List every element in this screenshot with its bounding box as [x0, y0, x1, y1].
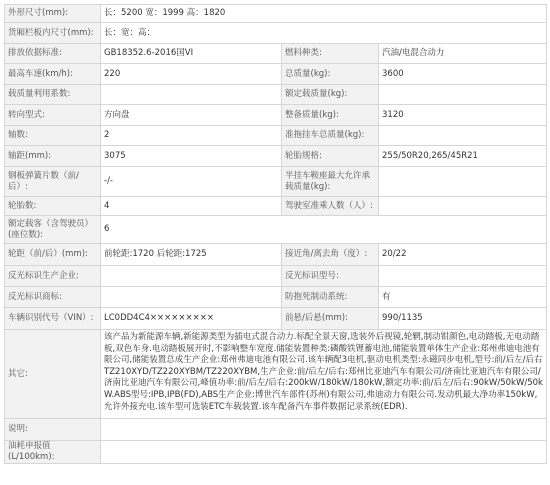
value-max-speed: 220	[101, 64, 282, 85]
table-row	[5, 197, 547, 216]
value-fifth-wheel-load	[379, 167, 547, 197]
label-abs: 防抱死制动系统:	[282, 287, 379, 308]
table-row	[5, 216, 547, 244]
value-gross-mass: 3600	[379, 64, 547, 85]
table-row	[5, 441, 547, 464]
label-trailer-mass: 准拖挂车总质量(kg):	[282, 126, 379, 146]
value-reflector-model	[379, 266, 547, 287]
value-load-utilization	[101, 85, 282, 105]
label-vin: 车辆识别代号（VIN）:	[5, 308, 101, 330]
label-track-width: 轮距（前/后）(mm):	[5, 244, 101, 266]
label-emission-standard: 排放依据标准:	[5, 44, 101, 64]
label-load-utilization: 载质量利用系数:	[5, 85, 101, 105]
value-track-width: 前轮距:1720 后轮距:1725	[101, 244, 282, 266]
label-curb-mass: 整备质量(kg):	[282, 105, 379, 126]
label-cargo-box-dimensions: 货厢栏板内尺寸(mm):	[5, 23, 101, 44]
value-wheelbase: 3075	[101, 146, 282, 167]
label-reflector-brand: 反光标识商标:	[5, 287, 101, 308]
value-overhang: 990/1135	[379, 308, 547, 330]
value-tire-spec: 255/50R20,265/45R21	[379, 146, 547, 167]
label-rated-load-mass: 额定载质量(kg):	[282, 85, 379, 105]
table-row	[5, 85, 547, 105]
value-remarks	[101, 419, 547, 441]
table-row	[5, 419, 547, 441]
label-reflector-model: 反光标识型号:	[282, 266, 379, 287]
table-row	[5, 44, 547, 64]
label-wheelbase: 轴距(mm):	[5, 146, 101, 167]
label-other: 其它:	[5, 330, 101, 419]
value-curb-mass: 3120	[379, 105, 547, 126]
label-max-speed: 最高车速(km/h):	[5, 64, 101, 85]
value-reflector-brand	[101, 287, 282, 308]
value-fuel-type: 汽油/电混合动力	[379, 44, 547, 64]
label-reflector-maker: 反光标识生产企业:	[5, 266, 101, 287]
value-approach-departure-angle: 20/22	[379, 244, 547, 266]
table-row	[5, 308, 547, 330]
label-remarks: 说明:	[5, 419, 101, 441]
label-rated-passengers: 额定载客（含驾驶员）(座位数):	[5, 216, 101, 244]
table-row	[5, 330, 547, 419]
value-emission-standard: GB18352.6-2016国VI	[101, 44, 282, 64]
value-axle-count: 2	[101, 126, 282, 146]
value-tire-count: 4	[101, 197, 282, 216]
label-fifth-wheel-load: 半挂车鞍座最大允许承载质量(kg):	[282, 167, 379, 197]
label-cab-occupants: 驾驶室准乘人数（人）:	[282, 197, 379, 216]
value-abs: 有	[379, 287, 547, 308]
table-row	[5, 5, 547, 23]
table-row	[5, 105, 547, 126]
label-dimensions: 外形尺寸(mm):	[5, 5, 101, 23]
label-fuel-type: 燃料种类:	[282, 44, 379, 64]
table-row	[5, 287, 547, 308]
value-vin: LC0DD4C4×××××××××	[101, 308, 282, 330]
table-row	[5, 167, 547, 197]
label-steering-type: 转向型式:	[5, 105, 101, 126]
value-cargo-box-dimensions: 长：宽：高：	[101, 23, 547, 44]
label-gross-mass: 总质量(kg):	[282, 64, 379, 85]
value-dimensions: 长：5200 宽：1999 高：1820	[101, 5, 547, 23]
table-row	[5, 126, 547, 146]
table-row	[5, 244, 547, 266]
table-row	[5, 64, 547, 85]
value-rated-passengers: 6	[101, 216, 547, 244]
value-steering-type: 方向盘	[101, 105, 282, 126]
value-rated-load-mass	[379, 85, 547, 105]
value-leaf-springs: -/-	[101, 167, 282, 197]
label-leaf-springs: 钢板弹簧片数（前/后）:	[5, 167, 101, 197]
label-fuel-consumption: 油耗申报值(L/100km):	[5, 441, 101, 464]
label-tire-spec: 轮胎规格:	[282, 146, 379, 167]
value-cab-occupants	[379, 197, 547, 216]
table-row	[5, 146, 547, 167]
value-trailer-mass	[379, 126, 547, 146]
value-reflector-maker	[101, 266, 282, 287]
label-axle-count: 轴数:	[5, 126, 101, 146]
spec-table	[4, 4, 547, 464]
label-overhang: 前悬/后悬(mm):	[282, 308, 379, 330]
value-fuel-consumption	[101, 441, 547, 464]
value-other-notes: 该产品为新能源车辆,新能源类型为插电式混合动力.标配全景天窗,选装外后视镜,轮辋,制动钳颜色,电动踏板,无电动踏板,双色车身.电动踏板展开时,不影响整车宽度.储能装置种类:磷酸铁锂蓄电池,储能装置单体生产企业:郑州弗迪电池有限公司,储能装置总成生产企业:郑州弗迪电池有限公司.该车辆配3电机,驱动电机类型:永磁同步电机,型号:前/后左/后右TZ210XYD/TZ220XYBM/TZ220XYBM,生产企业:前/后左/后右:郑州比亚迪汽车有限公司/济南比亚迪汽车有限公司/济南比亚迪汽车有限公司,峰值功率:前/后左/后右:200kW/180kW/180kW,额定功率:前/后左/后右:90kW/50kW/50kW.ABS型号:IPB,IPB(FD),ABS生产企业:博世汽车部件(苏州)有限公司,弗迪动力有限公司.发动机最大净功率150kW,允许外接充电.该车型可选装ETC车载装置.该车配备汽车事件数据记录系统(EDR).	[101, 330, 547, 419]
label-tire-count: 轮胎数:	[5, 197, 101, 216]
vehicle-spec-sheet	[4, 4, 546, 464]
label-approach-departure-angle: 接近角/离去角（度）:	[282, 244, 379, 266]
table-row	[5, 266, 547, 287]
table-row	[5, 23, 547, 44]
